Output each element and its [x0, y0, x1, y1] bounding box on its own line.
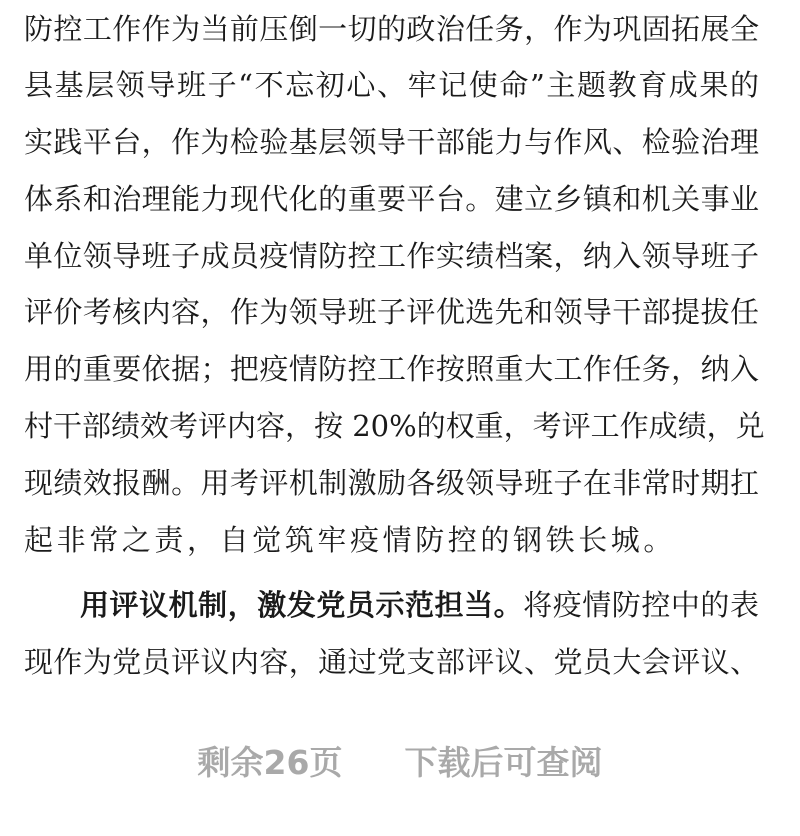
text-line: 用的重要依据；把疫情防控工作按照重大工作任务，纳入: [24, 352, 759, 386]
text-line: 防控工作作为当前压倒一切的政治任务，作为巩固拓展全: [24, 12, 759, 46]
text-line: 起非常之责，自觉筑牢疫情防控的钢铁长城。: [24, 523, 677, 557]
remaining-pages-label: 剩余26页: [197, 742, 343, 782]
text-line: 实践平台，作为检验基层领导干部能力与作风、检验治理: [24, 125, 759, 159]
text-line: 现绩效报酬。用考评机制激励各级领导班子在非常时期扛: [24, 466, 759, 500]
text-line: 县基层领导班子“不忘初心、牢记使命”主题教育成果的: [24, 68, 759, 102]
text-line: 村干部绩效考评内容，按 20%的权重，考评工作成绩，兑: [24, 409, 765, 443]
text-line: 评价考核内容，作为领导班子评优选先和领导干部提拔任: [24, 295, 759, 329]
text-line: 体系和治理能力现代化的重要平台。建立乡镇和机关事业: [24, 182, 759, 216]
preview-limit-bar: [0, 730, 800, 790]
text-line: 单位领导班子成员疫情防控工作实绩档案，纳入领导班子: [24, 239, 759, 273]
paragraph-text: 将疫情防控中的表: [523, 588, 759, 622]
text-line: 现作为党员评议内容，通过党支部评议、党员大会评议、: [24, 645, 759, 679]
paragraph-first-line: [80, 585, 759, 625]
paragraph-heading: 用评议机制，激发党员示范担当。: [80, 588, 524, 622]
download-to-view-link[interactable]: 下载后可查阅: [404, 742, 603, 782]
